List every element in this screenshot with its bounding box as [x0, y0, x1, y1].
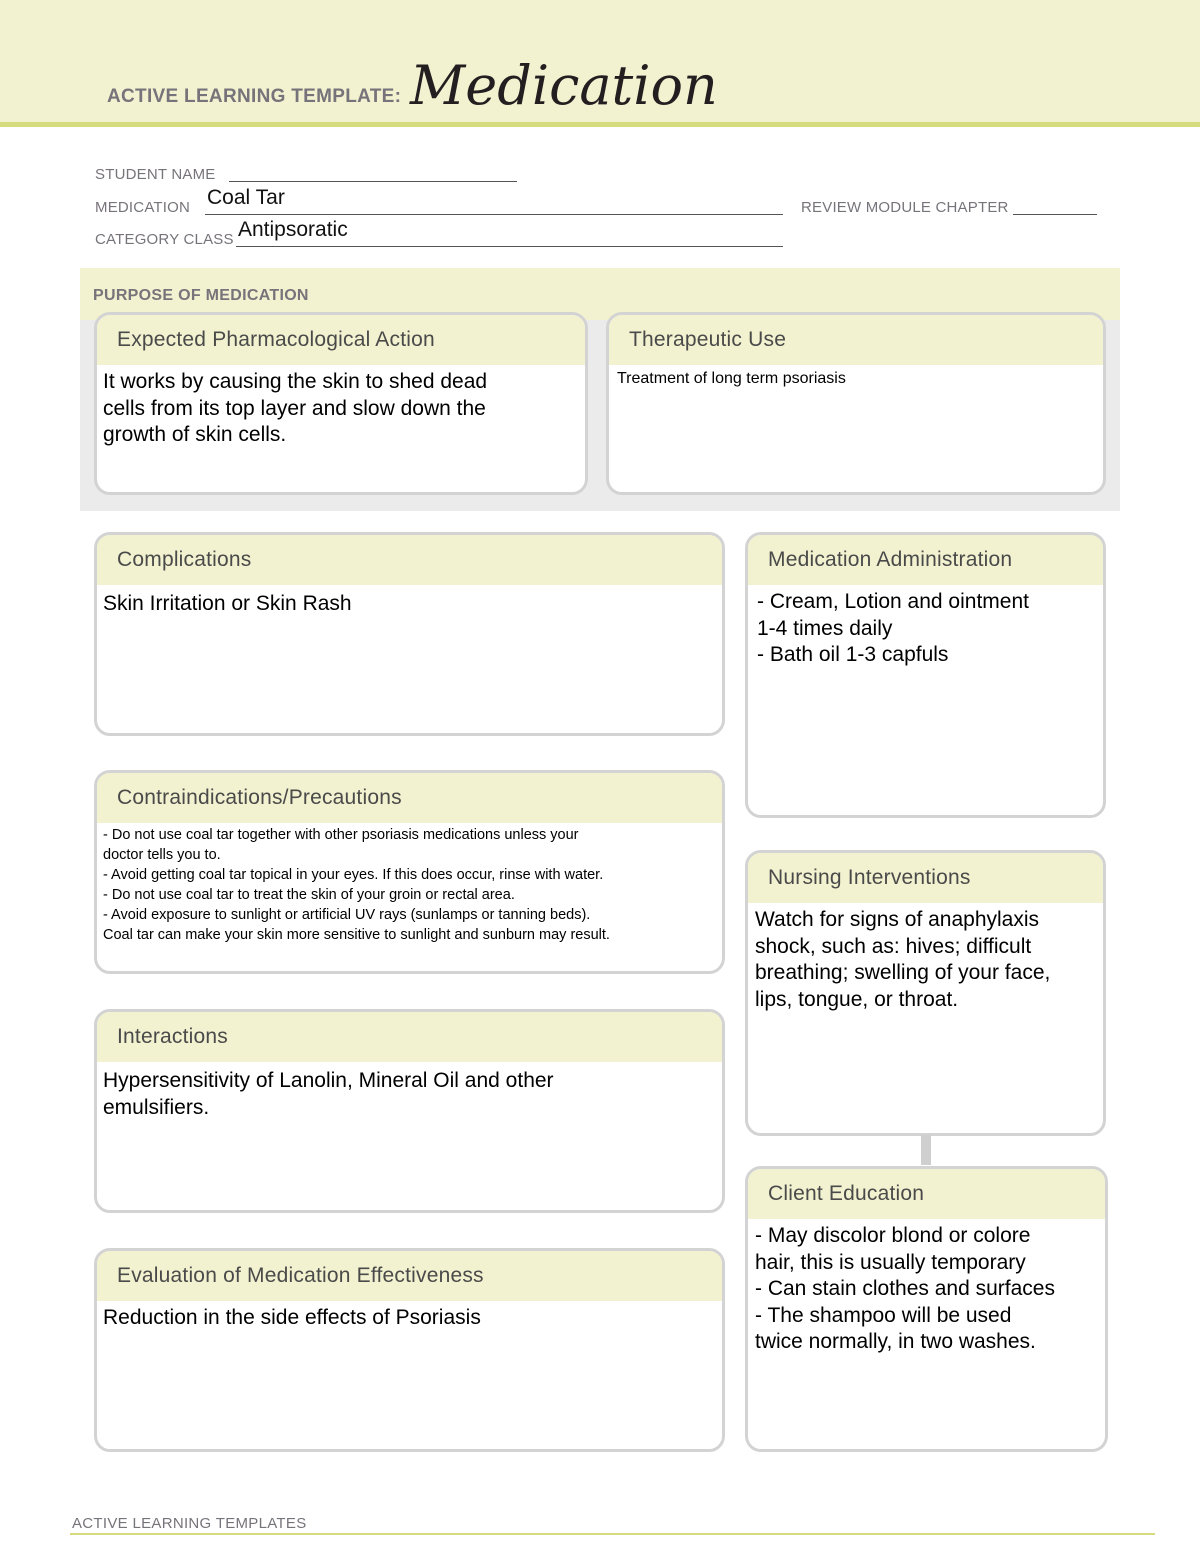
template-title: Medication [410, 54, 718, 117]
category-class-value[interactable]: Antipsoratic [238, 218, 348, 241]
therapeutic-use-box [606, 312, 1106, 495]
student-name-line[interactable] [229, 181, 517, 182]
interactions-box [94, 1009, 725, 1213]
header-rule [0, 122, 1200, 127]
student-name-label: STUDENT NAME [95, 166, 216, 183]
review-module-line[interactable] [1013, 214, 1097, 215]
medication-label: MEDICATION [95, 199, 191, 216]
client-education-text[interactable]: - May discolor blond or colore hair, this is usually temporary - Can stain clothes and surfaces - The shampoo will be used twice normally, in two washes. [755, 1224, 1055, 1353]
medication-administration-text[interactable]: - Cream, Lotion and ointment 1-4 times daily - Bath oil 1-3 capfuls [757, 590, 1029, 666]
nursing-interventions-text[interactable]: Watch for signs of anaphylaxis shock, such as: hives; difficult breathing; swelling of your face, lips, tongue, or throat. [755, 908, 1051, 1011]
medication-value[interactable]: Coal Tar [207, 186, 285, 209]
evaluation-box [94, 1248, 725, 1452]
client-education-heading: Client Education [748, 1169, 1105, 1219]
evaluation-text[interactable]: Reduction in the side effects of Psoriasis [103, 1306, 481, 1329]
complications-heading: Complications [97, 535, 722, 585]
category-class-line[interactable] [236, 246, 783, 247]
evaluation-heading: Evaluation of Medication Effectiveness [97, 1251, 722, 1301]
medication-line[interactable] [205, 214, 783, 215]
complications-text[interactable]: Skin Irritation or Skin Rash [103, 592, 352, 615]
client-education-box [745, 1166, 1108, 1452]
category-class-label: CATEGORY CLASS [95, 231, 234, 248]
interactions-heading: Interactions [97, 1012, 722, 1062]
contraindications-heading: Contraindications/Precautions [97, 773, 722, 823]
medication-administration-heading: Medication Administration [748, 535, 1103, 585]
purpose-title: PURPOSE OF MEDICATION [93, 287, 309, 304]
expected-action-heading: Expected Pharmacological Action [97, 315, 585, 365]
footer-rule [70, 1533, 1155, 1535]
contraindications-text[interactable]: - Do not use coal tar together with other psoriasis medications unless your doctor tells you to. - Avoid getting coal tar topical in your eyes. If this does occur, rinse with water. - Do not use coal tar to treat the skin of your groin or rectal area. - Avoid exposure to sunlight or artificial UV rays (sunlamps or tanning beds). Coal tar can make your skin more sensitive to sunlight and sunburn may result. [103, 827, 610, 943]
therapeutic-use-text[interactable]: Treatment of long term psoriasis [617, 370, 846, 387]
complications-box [94, 532, 725, 736]
contraindications-box [94, 770, 725, 974]
nursing-interventions-heading: Nursing Interventions [748, 853, 1103, 903]
interactions-text[interactable]: Hypersensitivity of Lanolin, Mineral Oil and other emulsifiers. [103, 1069, 554, 1119]
footer-text: ACTIVE LEARNING TEMPLATES [72, 1515, 307, 1532]
connector-line [921, 1135, 931, 1165]
expected-action-box [94, 312, 588, 495]
therapeutic-use-heading: Therapeutic Use [609, 315, 1103, 365]
review-module-label: REVIEW MODULE CHAPTER [801, 199, 1009, 216]
nursing-interventions-box [745, 850, 1106, 1136]
medication-administration-box [745, 532, 1106, 818]
expected-action-text[interactable]: It works by causing the skin to shed dead cells from its top layer and slow down the growth of skin cells. [103, 370, 488, 446]
template-label: ACTIVE LEARNING TEMPLATE: [107, 86, 402, 107]
